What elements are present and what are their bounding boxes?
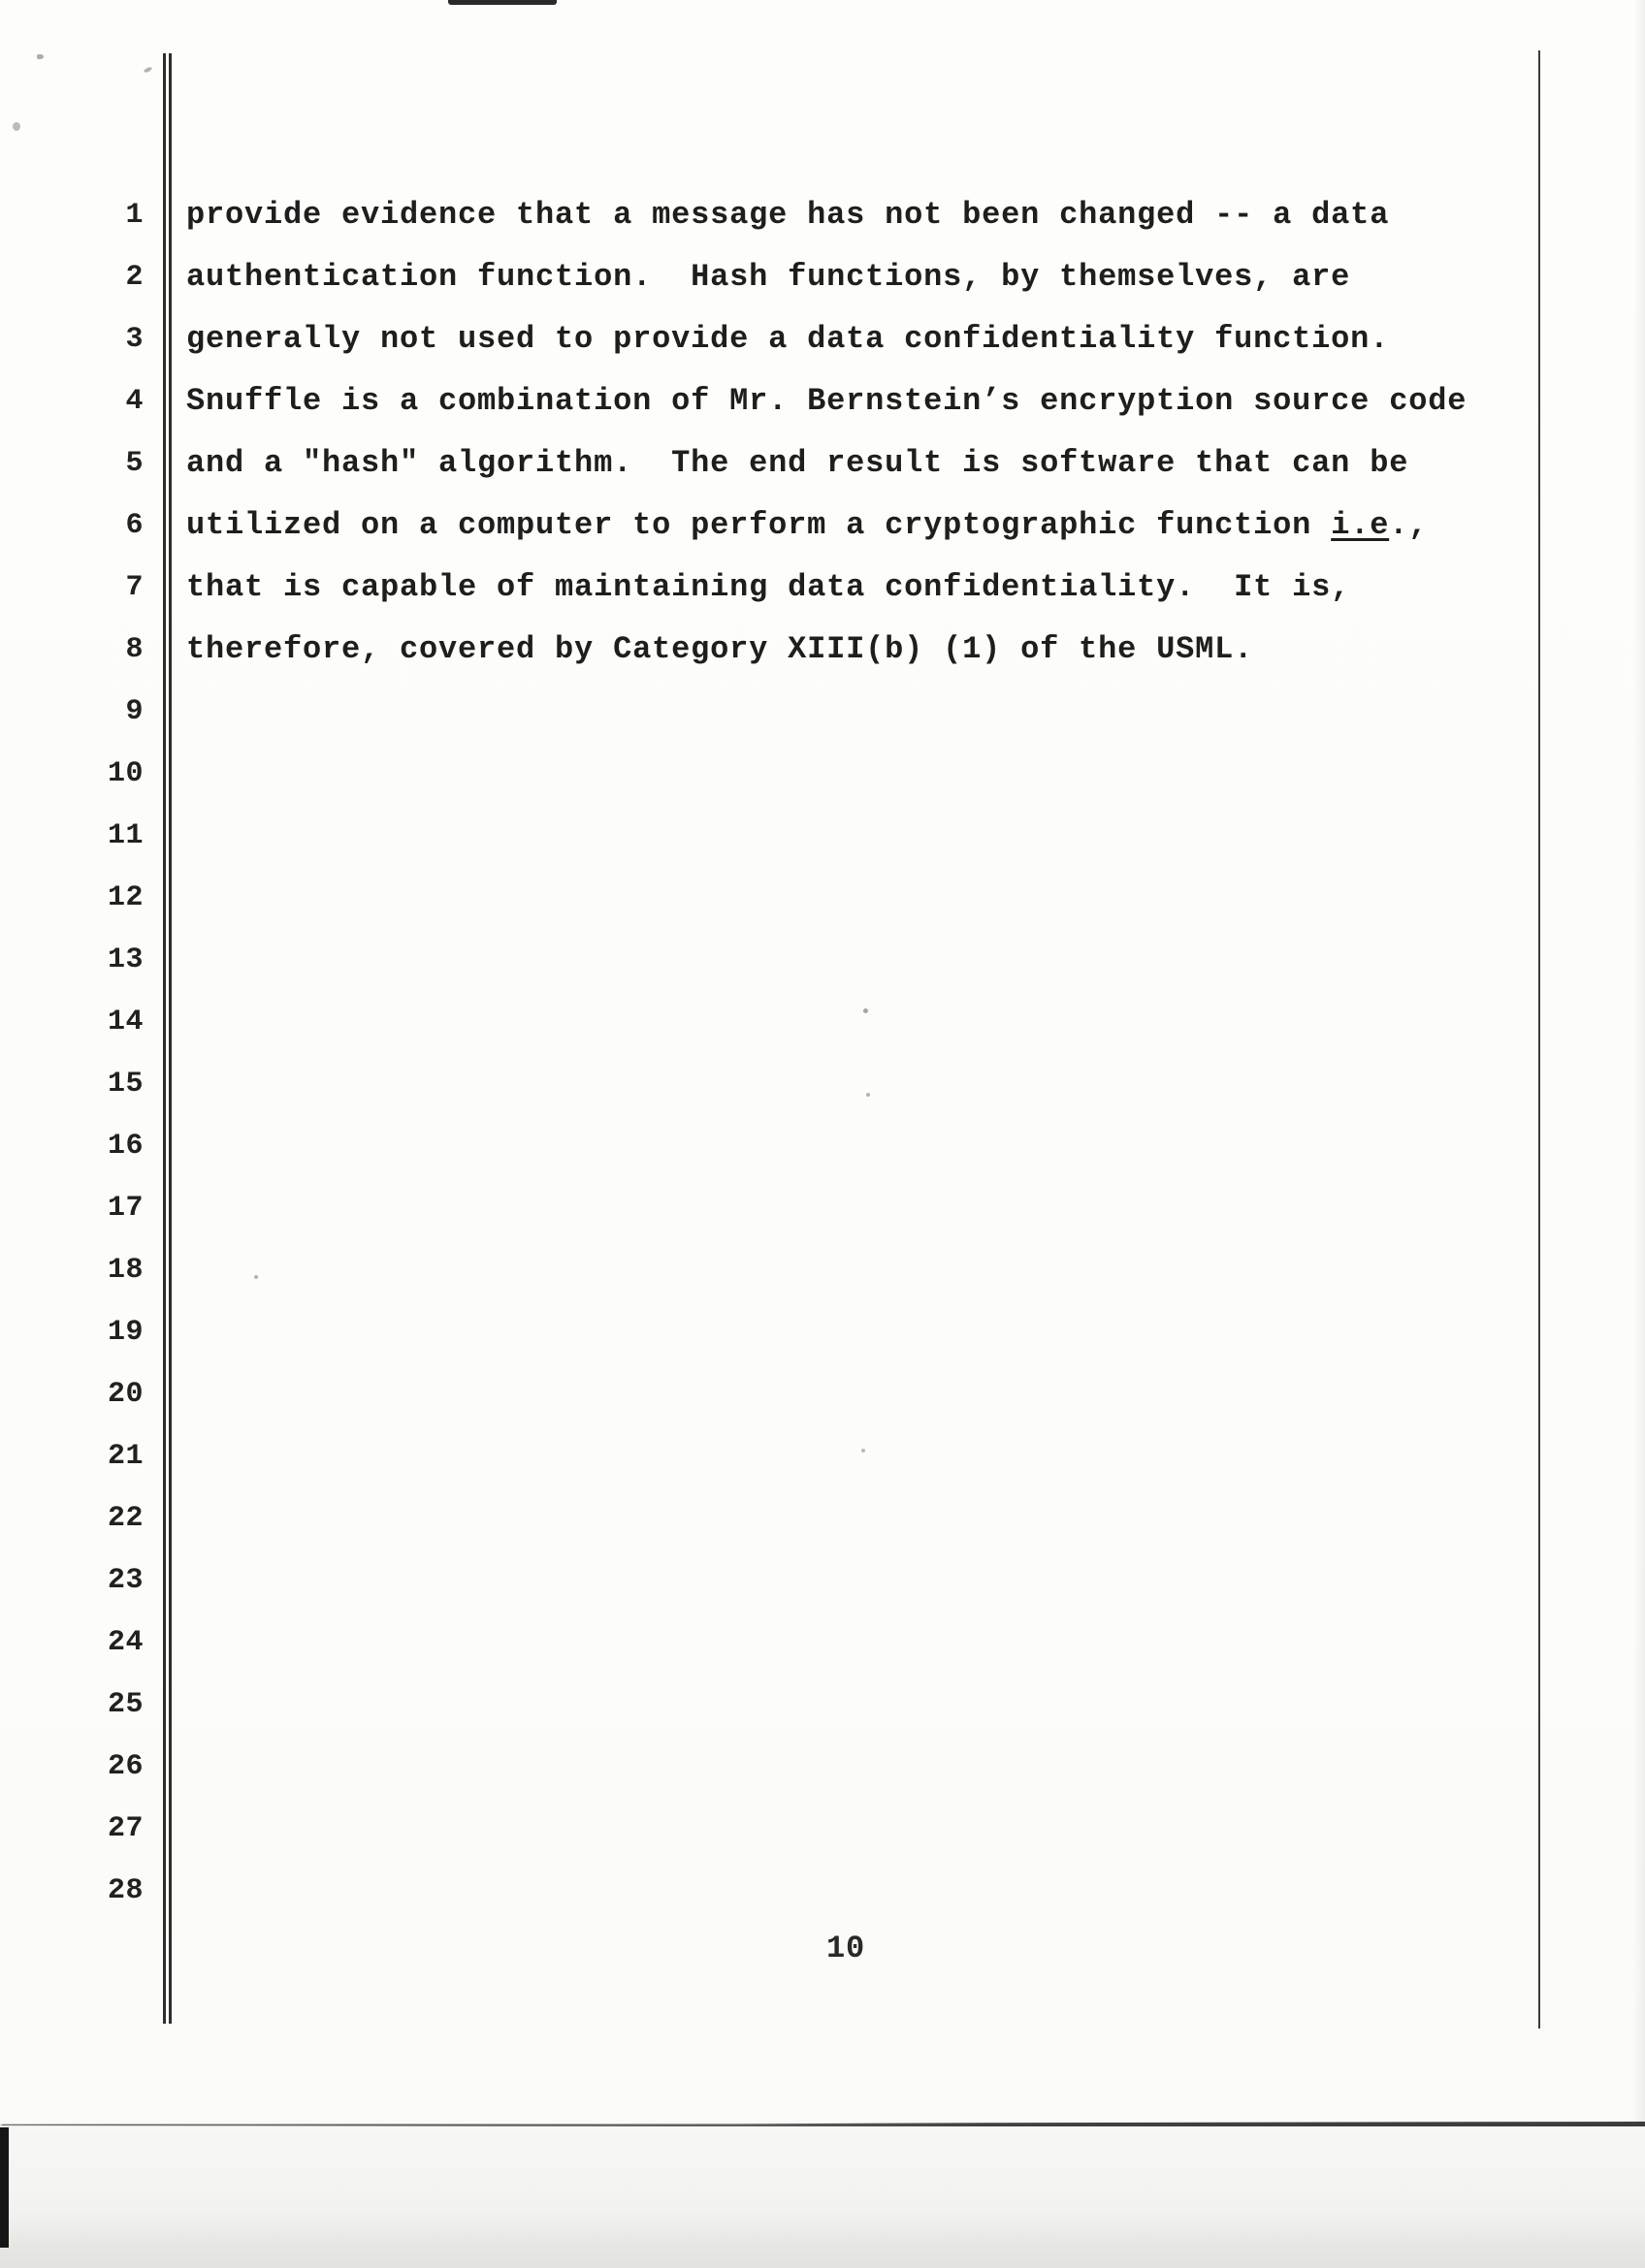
line-number: 22 — [107, 1502, 144, 1535]
line-number: 25 — [107, 1688, 144, 1721]
line-number: 2 — [125, 261, 144, 294]
line-text — [144, 1301, 186, 1363]
line-text — [144, 805, 186, 867]
transcript-line-row — [0, 1736, 1645, 1798]
line-text — [144, 929, 186, 991]
transcript-line-row — [0, 1177, 1645, 1239]
line-number: 20 — [107, 1378, 144, 1411]
line-number: 8 — [125, 633, 144, 666]
line-text — [144, 1115, 186, 1177]
line-number: 15 — [107, 1068, 144, 1101]
line-text — [144, 1798, 186, 1860]
line-text — [144, 1674, 186, 1736]
line-text — [144, 1363, 186, 1425]
scan-speck — [13, 122, 20, 131]
line-text: authentication function. Hash functions, by themselves, are — [186, 259, 1351, 295]
line-number: 21 — [107, 1440, 144, 1473]
line-text: and a "hash" algorithm. The end result is software that can be — [186, 445, 1409, 481]
line-number: 14 — [107, 1006, 144, 1038]
line-text — [144, 1860, 186, 1922]
line-number: 9 — [125, 695, 144, 728]
line-number: 23 — [107, 1564, 144, 1597]
line-text — [144, 867, 186, 929]
transcript-line-row — [0, 495, 1645, 557]
transcript-line-row — [0, 1053, 1645, 1115]
scan-artifact-top-edge — [448, 0, 557, 5]
transcript-line-row — [0, 1115, 1645, 1177]
page-number: 10 — [826, 1931, 866, 1966]
transcript-line-row — [0, 184, 1645, 246]
line-rows — [0, 184, 1645, 1922]
line-number: 4 — [125, 385, 144, 418]
transcript-line-row — [0, 1425, 1645, 1487]
line-number: 12 — [107, 881, 144, 914]
line-number: 1 — [125, 199, 144, 232]
line-number: 13 — [107, 943, 144, 976]
line-number: 26 — [107, 1750, 144, 1783]
scan-artifact-left-strip — [0, 2127, 9, 2248]
line-number: 27 — [107, 1812, 144, 1845]
line-number: 11 — [107, 819, 144, 852]
line-text: that is capable of maintaining data confidentiality. It is, — [186, 569, 1351, 605]
line-text — [144, 1177, 186, 1239]
transcript-line-row — [0, 1798, 1645, 1860]
transcript-line-row — [0, 991, 1645, 1053]
scan-speck — [37, 54, 44, 59]
line-text — [144, 1612, 186, 1674]
line-number: 7 — [125, 571, 144, 604]
transcript-line-row — [0, 743, 1645, 805]
line-text — [144, 681, 186, 743]
line-number: 18 — [107, 1254, 144, 1287]
transcript-line-row — [0, 1549, 1645, 1612]
line-text — [144, 743, 186, 805]
line-text: therefore, covered by Category XIII(b) (1) of the USML. — [186, 631, 1254, 667]
transcript-line-row — [0, 867, 1645, 929]
line-text — [144, 1736, 186, 1798]
transcript-line-row — [0, 619, 1645, 681]
transcript-line-row — [0, 681, 1645, 743]
line-number: 5 — [125, 447, 144, 480]
line-text — [144, 1549, 186, 1612]
line-number: 10 — [107, 757, 144, 790]
line-text — [144, 1425, 186, 1487]
transcript-line-row — [0, 557, 1645, 619]
line-text — [144, 1239, 186, 1301]
transcript-line-row — [0, 246, 1645, 308]
transcript-line-row — [0, 1239, 1645, 1301]
transcript-line-row — [0, 1363, 1645, 1425]
transcript-line-row — [0, 432, 1645, 495]
line-number: 3 — [125, 323, 144, 356]
transcript-line-row — [0, 805, 1645, 867]
line-text — [144, 991, 186, 1053]
line-number: 24 — [107, 1626, 144, 1659]
line-text: provide evidence that a message has not been changed -- a data — [186, 197, 1390, 233]
line-number: 19 — [107, 1316, 144, 1349]
line-text: Snuffle is a combination of Mr. Bernstein’s encryption source code — [186, 383, 1468, 419]
transcript-line-row — [0, 929, 1645, 991]
line-text — [144, 1053, 186, 1115]
transcript-line-row — [0, 1860, 1645, 1922]
line-number: 16 — [107, 1130, 144, 1163]
transcript-line-row — [0, 1487, 1645, 1549]
line-number: 17 — [107, 1192, 144, 1225]
line-number: 28 — [107, 1874, 144, 1907]
line-text: generally not used to provide a data confidentiality function. — [186, 321, 1390, 357]
scanner-background — [0, 2126, 1645, 2268]
underlined-text: i.e — [1331, 507, 1390, 543]
line-text: utilized on a computer to perform a cryptographic function i.e., — [186, 507, 1429, 543]
transcript-line-row — [0, 1674, 1645, 1736]
line-number: 6 — [125, 509, 144, 542]
transcript-line-row — [0, 1301, 1645, 1363]
transcript-line-row — [0, 1612, 1645, 1674]
transcript-line-row — [0, 308, 1645, 370]
transcript-line-row — [0, 370, 1645, 432]
line-text — [144, 1487, 186, 1549]
